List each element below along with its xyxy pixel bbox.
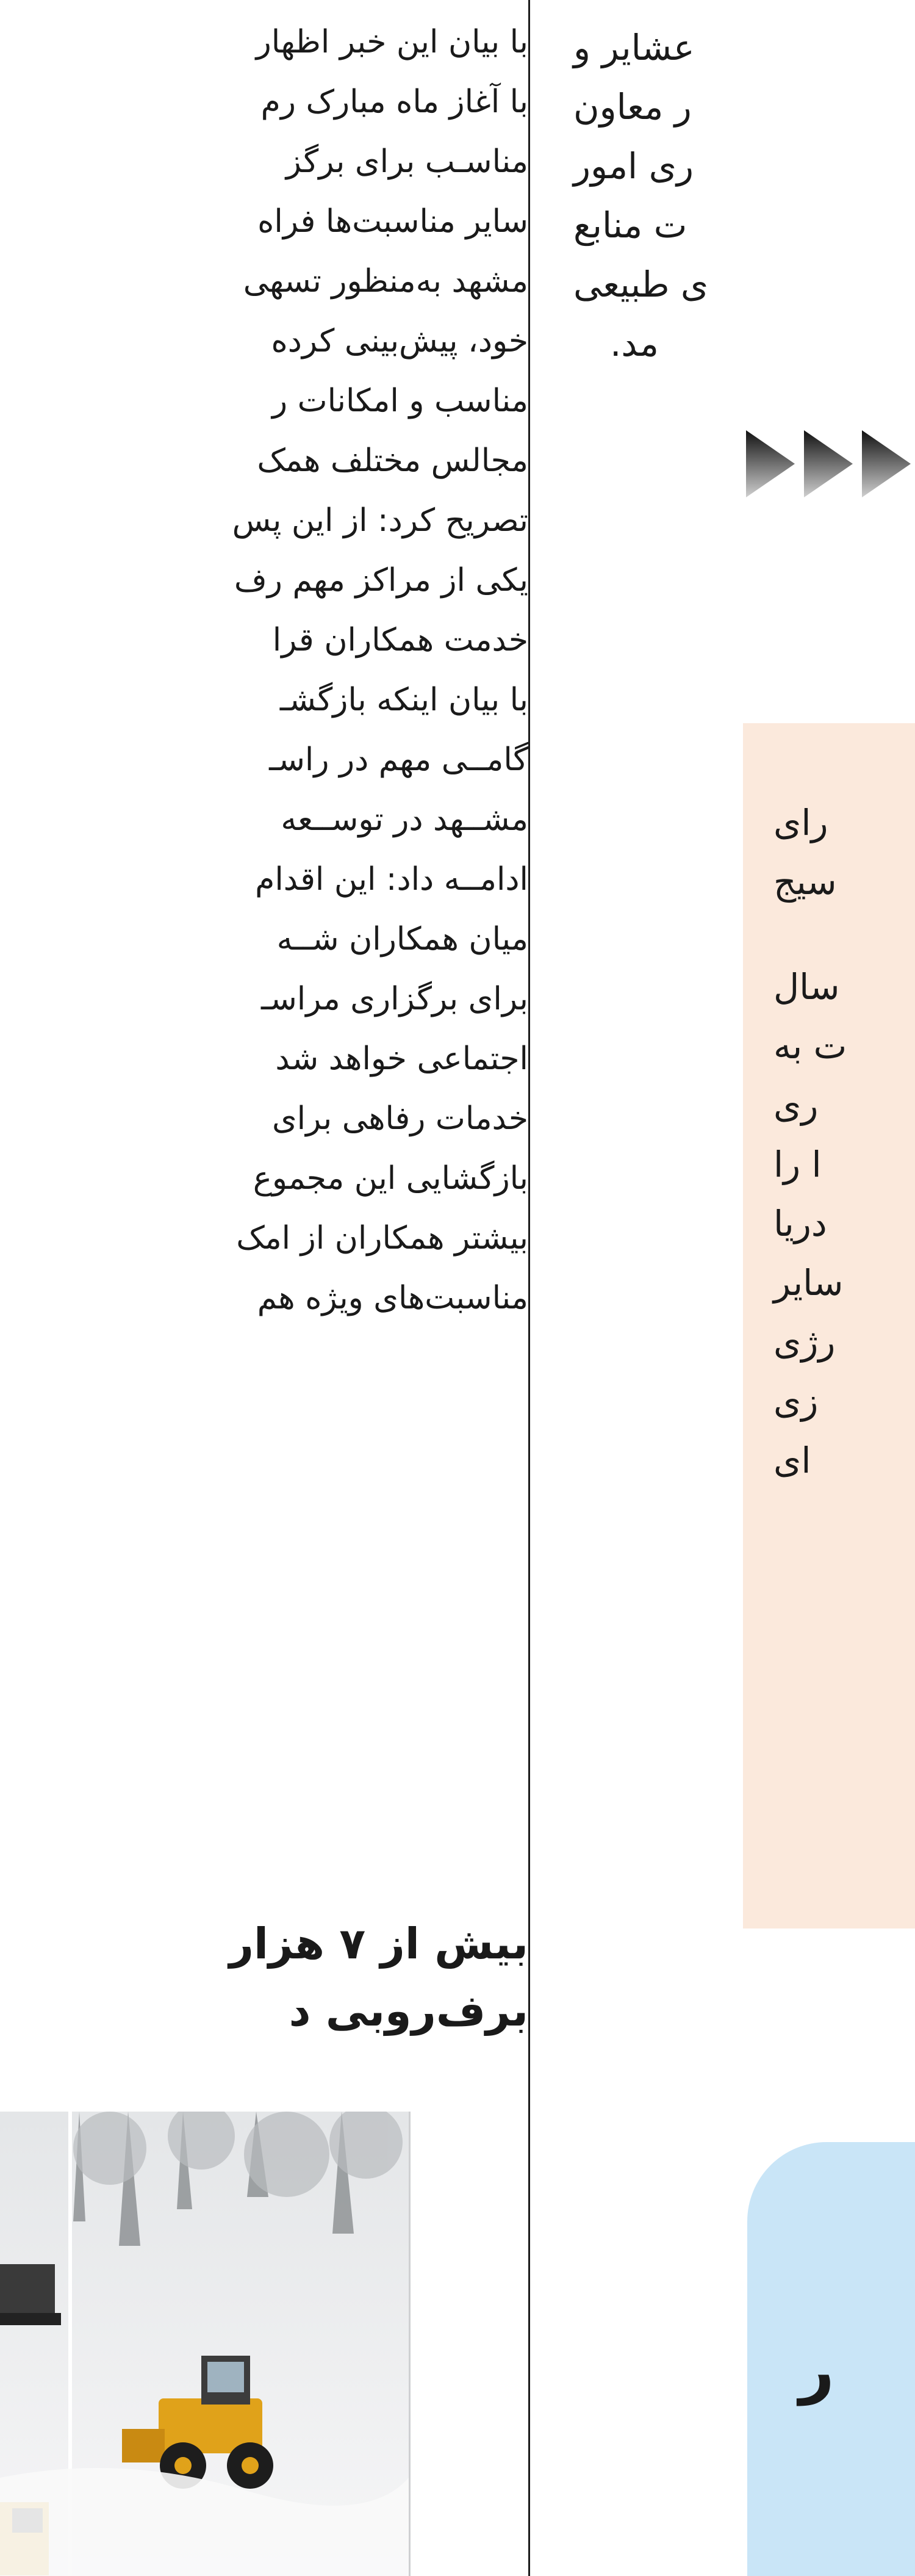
paragraph-line: خود، پیش‌بینی کرده: [271, 323, 528, 359]
paragraph-line: یکی از مراکز مهم رف: [234, 562, 528, 599]
box-line: سیج: [773, 861, 837, 903]
paragraph-line: مناسـب برای برگز: [285, 143, 528, 180]
box-line: زی: [773, 1380, 819, 1422]
paragraph-line: ادامــه داد: این اقدام: [255, 861, 528, 898]
box-line: ای: [773, 1440, 811, 1481]
paragraph-line: ری امور: [573, 145, 694, 187]
paragraph-line: ت منابع: [573, 204, 687, 246]
paragraph-line: بیشتر همکاران از امک: [236, 1220, 528, 1257]
box-line: ا را: [773, 1144, 822, 1185]
paragraph-line: سایر مناسبت‌ها فراه: [257, 203, 528, 240]
snow-plow-photo: [0, 2112, 411, 2576]
right-column-paragraph: [529, 0, 915, 373]
paragraph-line: میان همکاران شــه: [276, 921, 528, 958]
box-line: رژی: [773, 1321, 836, 1363]
blue-card: [747, 2142, 915, 2576]
info-box: [743, 723, 915, 1928]
paragraph-line: با بیان اینکه بازگشـ: [279, 682, 528, 718]
box-line: دریا: [773, 1203, 827, 1244]
paragraph-line: گامــی مهم در راسـ: [269, 741, 528, 778]
triangle-bullets-icon: [746, 430, 915, 497]
snow-scene-image: [0, 2112, 409, 2576]
column-divider: [528, 0, 530, 2576]
paragraph-line: مشــهد در توســعه: [281, 801, 528, 838]
paragraph-line: ر معاون: [573, 86, 692, 128]
paragraph-line: مناسب و امکانات ر: [272, 383, 528, 419]
box-line: رای: [773, 802, 828, 843]
paragraph-line: ی طبیعی: [573, 264, 709, 305]
box-line: سایر: [773, 1262, 844, 1304]
paragraph-line: مناسبت‌های ویژه هم: [257, 1280, 528, 1316]
paragraph-line: خدمت همکاران قرا: [272, 622, 528, 658]
paragraph-line: عشایر و: [573, 27, 695, 68]
paragraph-line: مجالس مختلف همک: [257, 442, 528, 479]
paragraph-line: با آغاز ماه مبارک رم: [260, 84, 528, 120]
right-column: [529, 0, 915, 2576]
card-heading: ر: [799, 2334, 834, 2406]
paragraph-line: خدمات رفاهی برای: [271, 1100, 528, 1137]
box-line: ری: [773, 1084, 819, 1126]
box-line: ت به: [773, 1025, 847, 1067]
paragraph-line: مشهد به‌منظور تسهی: [243, 263, 528, 300]
paragraph-line: مد.: [610, 323, 659, 364]
heading-line: برف‌روبی د: [289, 1986, 528, 2036]
article-heading: [0, 1910, 528, 2044]
box-line: سال: [773, 966, 840, 1008]
paragraph-line: اجتماعی خواهد شد: [275, 1041, 528, 1077]
paragraph-line: با بیان این خبر اظهار: [256, 24, 528, 60]
left-column-paragraph: [0, 12, 528, 1328]
heading-line: بیش از ۷ هزار: [229, 1919, 528, 1969]
paragraph-line: برای برگزاری مراسـ: [260, 981, 528, 1017]
paragraph-line: تصریح کرد: از این پس: [232, 502, 528, 539]
paragraph-line: بازگشایی این مجموع: [253, 1160, 528, 1197]
